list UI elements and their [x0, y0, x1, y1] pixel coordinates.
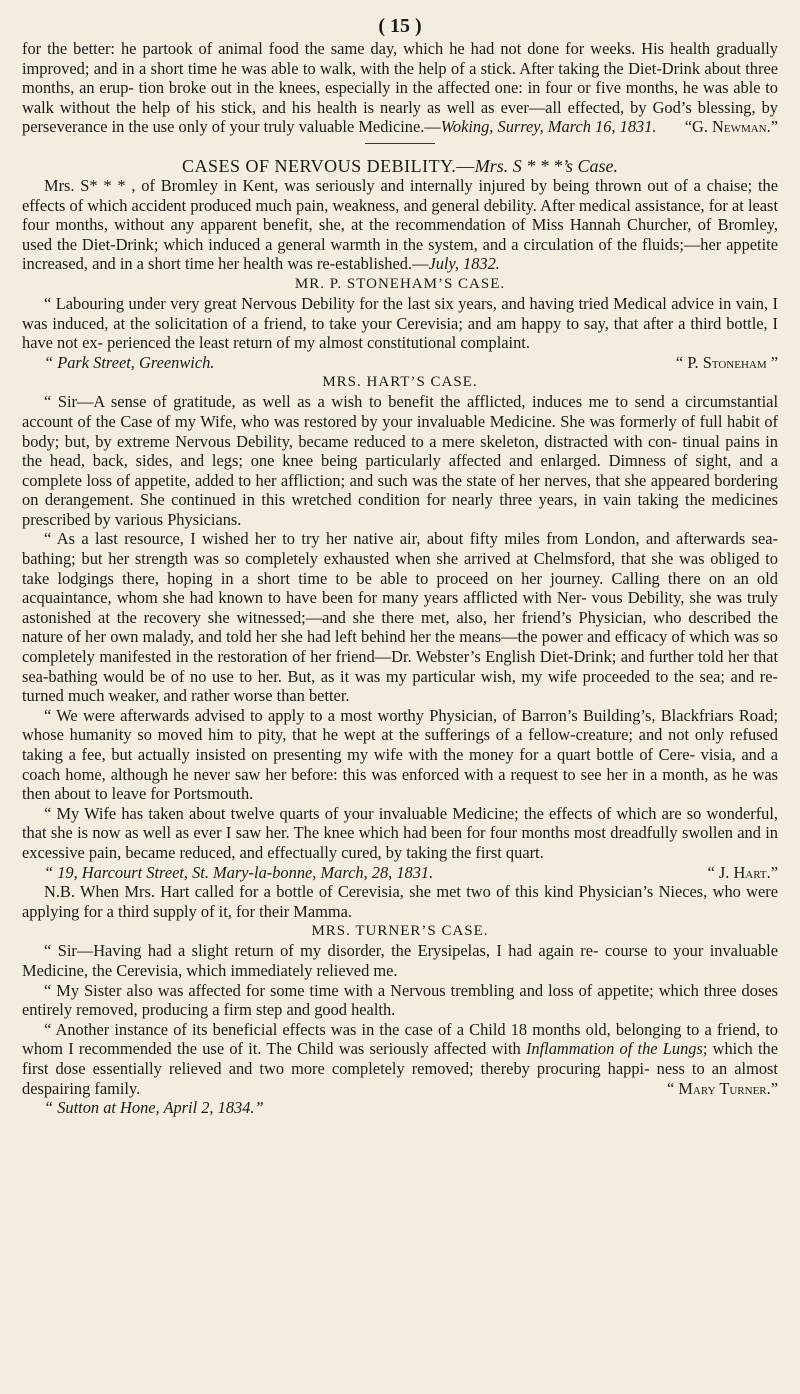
- hart-address: “ 19, Harcourt Street, St. Mary-la-bonne, March, 28, 1831.: [44, 862, 434, 882]
- hart-nota-bene: N.B. When Mrs. Hart called for a bottle of Cerevisia, she met two of this kind Physician’s Nieces, who were applying for a third supply of it, for their Mamma.: [22, 882, 778, 921]
- case-mrs-s: [22, 176, 778, 274]
- turner-place-date: “ Sutton at Hone, April 2, 1834.”: [44, 1098, 264, 1118]
- heading-main: CASES OF NERVOUS DEBILITY.—: [182, 155, 475, 176]
- stoneham-place: “ Park Street, Greenwich.: [44, 352, 215, 372]
- hart-signoff: [22, 863, 778, 883]
- stoneham-text: “ Labouring under very great Nervous Debility for the last six years, and having tried Medical advice in vain, I was induced, at the solicitation of a friend, to take your Cerevisia; and am happy to say, that after a third bottle, I have not ex- perienced the least return of my almost constitutional complaint.: [22, 293, 778, 353]
- newman-text: for the better: he partook of animal food the same day, which he had not done for weeks. His health gradually improved; and in a short time he was able to walk, with the help of a stick. After taking the Diet-Drink about three months, an erup- tion broke out in the knees, especially in the affected one: in four or five months, he was able to walk without the help of his stick, and his health is nearly as well as ever—all effected, by God’s blessing, by perseverance in the use only of your truly valuable Medicine.—: [22, 39, 778, 137]
- case-mrs-s-date: July, 1832.: [428, 254, 500, 274]
- hart-paragraph-4: “ My Wife has taken about twelve quarts of your invaluable Medicine; the effects of which are so wonderful, that she is now as well as ever I saw her. The knee which had been for four months most dreadfully swollen and in excessive pain, became reduced, and effectually cured, by taking the first quart.: [22, 803, 778, 862]
- heading-hart-case: MRS. HART’S CASE.: [322, 374, 478, 391]
- heading-case: Mrs. S * * *’s Case.: [474, 155, 618, 176]
- hart-paragraph-1: “ Sir—A sense of gratitude, as well as a wish to benefit the afflicted, induces me to send a circumstantial account of the Case of my Wife, who was restored by your invaluable Medicine. She was formerly of full habit of body; but, by extreme Nervous Debility, became reduced to a mere skeleton, distracted with con- tinual pains in the head, back, sides, and legs; one knee being particularly affected and enlarged. Dimness of sight, and a complete loss of appetite, added to her affliction; and such was the state of her nerves, that she appeared bordering on derangement. She continued in this wretched condition for nearly three years, in vain taking the medicines prescribed by various Physicians.: [22, 392, 778, 529]
- heading-stoneham-case: MR. P. STONEHAM’S CASE.: [294, 275, 506, 292]
- section-divider: [365, 143, 435, 144]
- newman-place-date: Woking, Surrey, March 16, 1831.: [440, 117, 657, 137]
- hart-paragraph-2: “ As a last resource, I wished her to try her native air, about fifty miles from London, and afterwards sea-bathing; but her strength was so completely exhausted when she arrived at Chelmsford, that she was obliged to take lodgings there, hoping in a short time to be able to proceed on her journey. Calling there on an old acquaintance, whom she had known to have been for many years afflicted with Ner- vous Debility, she was truly astonished at the recovery she witnessed;—and she there met, also, her friend’s Physician, who described the nature of her own malady, and told her she had left behind her the means—the power and efficacy of which was so completely manifested in the restoration of her friend—Dr. Webster’s English Diet-Drink; and further told her that sea-bathing would be of no use to her. But, as it was my particular wish, my wife proceeded to the sea; and re- turned much weaker, and rather worse than better.: [22, 529, 778, 706]
- turner-p3-emphasis: Inflammation of the Lungs: [525, 1039, 703, 1059]
- stoneham-signature: “ P. Stoneham ”: [675, 352, 778, 372]
- turner-paragraph-3: [22, 1020, 778, 1098]
- section-heading-nervous-debility: [22, 156, 778, 176]
- turner-signature: “ Mary Turner.”: [666, 1078, 778, 1098]
- hart-paragraph-3: “ We were afterwards advised to apply to a most worthy Physician, of Barron’s Building’s, Blackfriars Road; whose humanity so moved him to pity, that he wept at the sufferings of a fellow-creature; and not only refused taking a fee, but actually insisted on presenting my wife with the money for a quart bottle of Cere- visia, and a coach home, although he never saw her before: this was enforced with a request to see her in a month, as he was then about to leave for Portsmouth.: [22, 705, 778, 804]
- hart-signature: “ J. Hart.”: [707, 862, 778, 882]
- heading-turner-case: MRS. TURNER’S CASE.: [311, 923, 489, 940]
- stoneham-signoff: [22, 353, 778, 373]
- turner-paragraph-2: “ My Sister also was affected for some time with a Nervous trembling and loss of appetite; which three doses entirely removed, producing a firm step and good health.: [22, 980, 778, 1020]
- page-number: ( 15 ): [378, 15, 422, 37]
- turner-p3-end: ; which the first dose essentially relieved and two more completely removed; thereby procuring happi- ness to an almost despairing family.: [22, 1039, 778, 1098]
- turner-paragraph-1: “ Sir—Having had a slight return of my disorder, the Erysipelas, I had again re- course to your invaluable Medicine, the Cerevisia, which immediately relieved me.: [22, 941, 778, 980]
- newman-testimonial: [22, 39, 778, 137]
- newman-signature: “G. Newman.”: [684, 117, 778, 137]
- turner-p3-start: “ Another instance of its beneficial effects was in the case of a Child 18 months old, belonging to a friend, to whom I recommended the use of it. The Child was seriously affected with: [22, 1019, 778, 1059]
- case-mrs-s-text: Mrs. S* * * , of Bromley in Kent, was seriously and internally injured by being thrown out of a chaise; the effects of which accident produced much pain, weakness, and general debility. After medical assistance, for at least four months, without any apparent benefit, she, at the recommendation of Miss Hannah Churcher, of Bromley, used the Diet-Drink; which induced a general warmth in the system, and a circulation of the fluids;—her appetite increased, and in a short time her health was re-established.—: [22, 175, 778, 274]
